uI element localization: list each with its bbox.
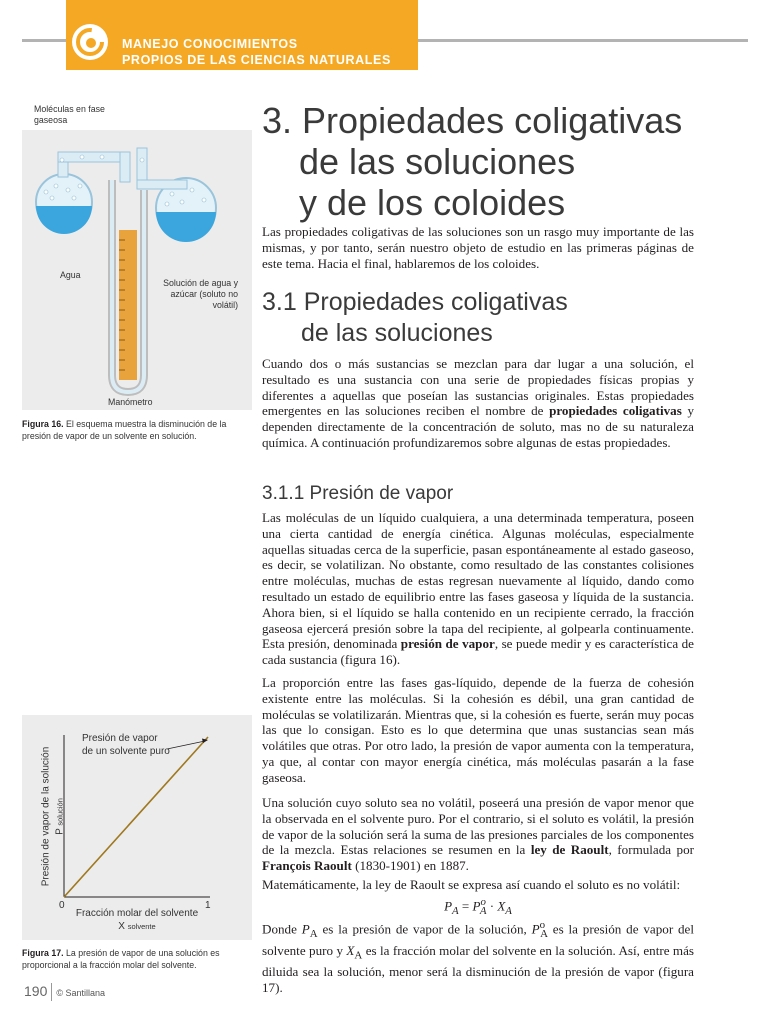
figure-17-caption <box>22 948 252 971</box>
section-tab-line1: MANEJO CONOCIMIENTOS <box>122 37 298 51</box>
p6-v3: X <box>346 942 355 958</box>
manometer-diagram <box>22 130 252 410</box>
figure-16-caption-label: Figura 16. <box>22 419 64 429</box>
p4-text-b: , formulada por <box>608 842 694 858</box>
section-heading-line2: de las soluciones <box>301 319 493 347</box>
term-raoult-law: ley de Raoult <box>530 842 609 858</box>
intro-paragraph: Las propiedades coligativas de las soluciones son un rasgo muy importante de las mismas, y por tanto, serán nuestro objeto de estudio en las primeras páginas de este tema. Hacia el final, hablaremos de los coloides. <box>262 224 694 271</box>
p2-text-a: Las moléculas de un líquido cualquiera, a una determinada temperatura, poseen una cierta cantidad de energía cinética. Algunas moléculas, especialmente aquellas situadas cerca de la superficie, pasan espontáneamente al estado gaseoso, es decir, se volatilizan. No obstante, como resultado de las constantes colisiones entre moléculas, muchas de estas regresan nuevamente al líquido, dando como resultado un estado de equilibrio entre las fases gaseosa y líquida de la sustancia. Ahora bien, si el líquido se halla contenido en un recipiente cerrado, la fracción gaseosa ejercerá presión sobre la tapa del recipiente, al golpearla continuamente. Esta presión, denominada <box>262 510 694 652</box>
eq-x: X <box>497 898 506 914</box>
y-axis-symbol <box>55 777 66 857</box>
raoult-equation <box>262 896 694 917</box>
y-axis-label: Presión de vapor de la solución <box>40 746 52 887</box>
figure-17-chart <box>22 715 252 940</box>
y-axis-symbol-sub: solución <box>55 798 65 826</box>
p6-t3: es la presión de vapor del solvente puro y <box>262 921 695 958</box>
footer-separator <box>51 983 52 1001</box>
p4-text-c: (1830-1901) en 1887. <box>351 858 469 874</box>
eq-p0-sup: o <box>480 896 486 908</box>
eq-equals: = <box>458 898 473 914</box>
p6-t1: Donde <box>262 921 302 937</box>
section-tab-label <box>122 36 391 68</box>
term-coligative: propiedades coligativas <box>549 403 682 419</box>
x-tick-0: 0 <box>59 900 65 911</box>
paragraph-raoult <box>262 795 694 874</box>
annotation-line2: de un solvente puro <box>82 745 170 757</box>
chapter-title-line2: de las soluciones <box>299 141 576 182</box>
eq-dot: · <box>486 898 498 914</box>
x-tick-1: 1 <box>205 900 211 911</box>
section-heading-line1: 3.1 Propiedades coligativas <box>262 288 568 316</box>
section-logo-icon <box>70 22 110 62</box>
p6-v1: P <box>301 921 310 937</box>
paragraph-math: Matemáticamente, la ley de Raoult se expresa así cuando el soluto es no volátil: <box>262 877 681 892</box>
p6-t2: es la presión de vapor de la solución, <box>317 921 532 937</box>
p2-text-b: , se puede medir y es característica de cada sustancia (figura 16). <box>262 636 694 668</box>
series-line-0 <box>64 737 208 897</box>
figure-17-caption-text: La presión de vapor de una solución es proporcional a la fracción molar del solvente. <box>22 948 220 970</box>
header-rule-right <box>418 39 748 42</box>
annotation-line1: Presión de vapor <box>82 733 158 744</box>
p6-v3s: A <box>354 949 363 962</box>
paragraph-cohesion: La proporción entre las fases gas-líquido, depende de la fuerza de cohesión existente entre las moléculas. Si la cohesión es débil, una gran cantidad de moléculas se volatilizarán. Mientras que, si la cohesión es fuerte, serán muy pocas las que lo consigan. Esto es lo que determina que unas sustancias sean más volátiles que otras. Por otro lado, la presión de vapor aumenta con la temperatura, ya que, al contar con mayor energía cinética, más moléculas pasarán a la fase gaseosa. <box>262 675 694 785</box>
subsection-heading: 3.1.1 Presión de vapor <box>262 483 454 504</box>
copyright: © Santillana <box>56 988 106 998</box>
header-rule-left <box>22 39 66 42</box>
p6-v1s: A <box>309 927 318 940</box>
p1-text-b: y dependen directamente de la concentración de soluto, mas no de su naturaleza química. A continuación profundizaremos sobre algunas de estas propiedades. <box>262 403 694 450</box>
paragraph-vapor-pressure <box>262 510 694 668</box>
page-number: 190 <box>24 983 48 999</box>
p6-v2: P <box>531 921 540 937</box>
chart-annotation <box>82 733 170 758</box>
eq-p-sub: A <box>452 904 459 917</box>
figure-17-caption-label: Figura 17. <box>22 948 64 958</box>
x-axis-symbol <box>64 921 210 932</box>
paragraph-coligative <box>262 356 694 451</box>
eq-p0: P <box>472 898 481 914</box>
label-gas-molecules: Moléculas en fase gaseosa <box>34 104 105 125</box>
eq-p: P <box>444 898 453 914</box>
figure-16-caption-text: El esquema muestra la disminución de la presión de vapor de un solvente en solución. <box>22 419 227 441</box>
water-liquid <box>36 206 92 234</box>
term-vapor-pressure: presión de vapor <box>400 636 495 652</box>
x-axis-symbol-sub: solvente <box>127 922 156 931</box>
section-heading <box>262 287 568 349</box>
paragraph-where <box>262 918 694 996</box>
section-tab-line2: PROPIOS DE LAS CIENCIAS NATURALES <box>122 53 391 67</box>
page-footer <box>24 983 105 1001</box>
eq-x-sub: A <box>505 904 512 917</box>
label-manometer: Manómetro <box>108 397 153 407</box>
mercury-column <box>119 230 137 380</box>
eq-p0-sub: A <box>479 904 487 917</box>
term-raoult-name: François Raoult <box>262 858 352 874</box>
p1-text-a: Cuando dos o más sustancias se mezclan para dar lugar a una solución, el resultado es una sustancia con una serie de propiedades físicas propias y diferentes a aquellas que poseían las sustancias originales. Estas propiedades emergentes en las soluciones reciben el nombre de <box>262 356 694 419</box>
chapter-title <box>262 100 682 223</box>
x-axis-symbol-x: X <box>118 921 125 932</box>
chapter-title-line3: y de los coloides <box>299 182 566 223</box>
solution-liquid <box>156 212 216 242</box>
p6-v2p: o <box>539 919 546 931</box>
chapter-title-line1: 3. Propiedades coligativas <box>262 100 683 141</box>
figure-16-illustration <box>22 104 252 410</box>
label-water: Agua <box>60 270 81 280</box>
y-axis-symbol-p: P <box>54 828 66 835</box>
figure-16-caption <box>22 419 252 442</box>
p6-v2s: A <box>540 927 548 940</box>
x-axis-label: Fracción molar del solvente <box>75 908 199 919</box>
p4-text-a: Una solución cuyo soluto sea no volátil, poseerá una presión de vapor menor que la observada en el solvente puro. Por el contrario, si el soluto es volátil, la presión de vapor de la solución será la suma de las presiones parciales de los componentes de la mezcla. Estas relaciones se resumen en la <box>262 795 694 858</box>
p6-t4: es la fracción molar del solvente en la solución. Así, entre más diluida sea la solución, menor será la disminución de la presión de vapor (figura 17). <box>262 942 694 995</box>
label-solution: Solución de agua y azúcar (soluto no volátil) <box>163 278 238 310</box>
